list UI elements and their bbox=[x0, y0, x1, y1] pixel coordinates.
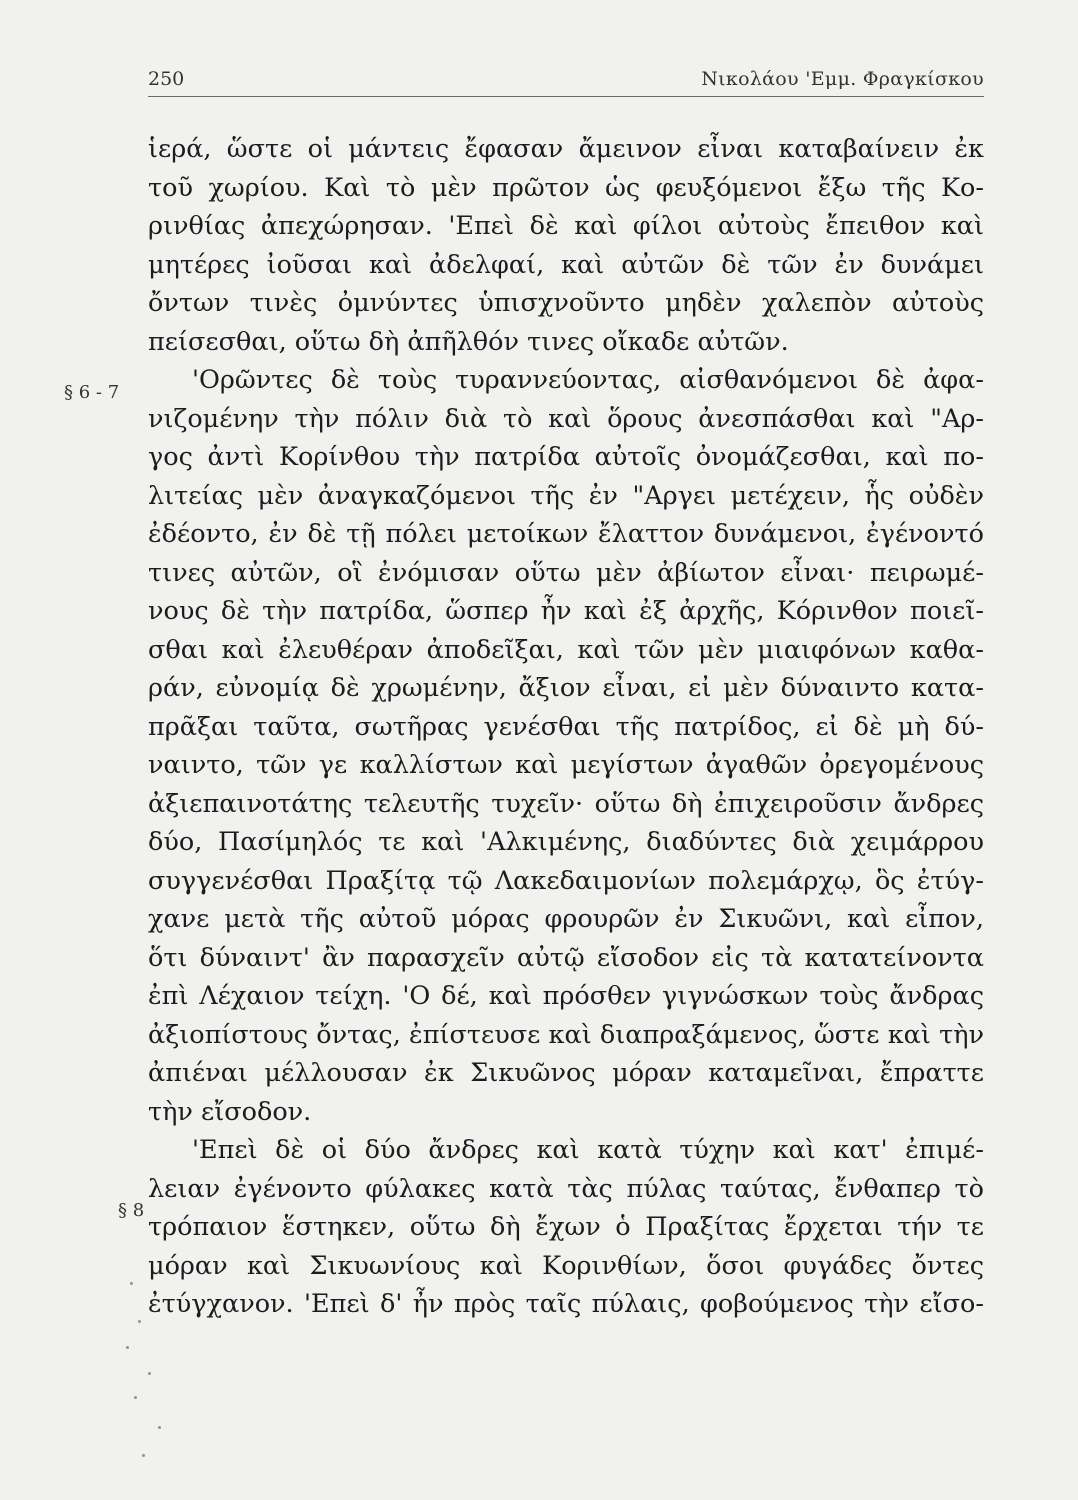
text-line: ὄντων τινὲς ὀμνύντες ὑπισχνοῦντο μηδὲν χαλεπὸν αὐτοὺς bbox=[148, 288, 984, 318]
text-line: πρᾶξαι ταῦτα, σωτῆρας γενέσθαι τῆς πατρίδος, εἰ δὲ μὴ δύ- bbox=[148, 711, 984, 742]
text-line: ἀξιοπίστους ὄντας, ἐπίστευσε καὶ διαπραξάμενος, ὥστε καὶ τὴν bbox=[148, 1019, 984, 1050]
text-line: ἐτύγχανον. 'Επεὶ δ' ἦν πρὸς ταῖς πύλαις, φοβούμενος τὴν εἴσο- bbox=[148, 1289, 984, 1319]
section-marker: § 6 - 7 bbox=[64, 382, 120, 403]
text-line: δύο, Πασίμηλός τε καὶ 'Αλκιμένης, διαδύντες διὰ χειμάρρου bbox=[148, 827, 984, 857]
page-number: 250 bbox=[148, 68, 185, 90]
text-line: μητέρες ἰοῦσαι καὶ ἀδελφαί, καὶ αὐτῶν δὲ τῶν ἐν δυνάμει bbox=[148, 249, 984, 280]
text-line: πείσεσθαι, οὕτω δὴ ἀπῆλθόν τινες οἴκαδε αὐτῶν. bbox=[148, 326, 789, 357]
text-line: μόραν καὶ Σικυωνίους καὶ Κορινθίων, ὅσοι φυγάδες ὄντες bbox=[148, 1250, 984, 1281]
text-line: ἀπιέναι μέλλουσαν ἐκ Σικυῶνος μόραν καταμεῖναι, ἔπραττε bbox=[148, 1058, 984, 1088]
body-text bbox=[148, 130, 984, 1324]
text-line: συγγενέσθαι Πραξίτᾳ τῷ Λακεδαιμονίων πολεμάρχῳ, ὃς ἐτύγ- bbox=[148, 865, 984, 896]
text-line: χανε μετὰ τῆς αὐτοῦ μόρας φρουρῶν ἐν Σικυῶνι, καὶ εἶπον, bbox=[148, 904, 984, 934]
text-line: 'Επεὶ δὲ οἱ δύο ἄνδρες καὶ κατὰ τύχην καὶ κατ' ἐπιμέ- bbox=[192, 1135, 984, 1165]
text-line: ρινθίας ἀπεχώρησαν. 'Επεὶ δὲ καὶ φίλοι αὐτοὺς ἔπειθον καὶ bbox=[148, 211, 984, 241]
text-line: ἱερά, ὥστε οἱ μάντεις ἔφασαν ἄμεινον εἶναι καταβαίνειν ἐκ bbox=[148, 134, 984, 164]
text-line: νους δὲ τὴν πατρίδα, ὥσπερ ἦν καὶ ἐξ ἀρχῆς, Κόρινθον ποιεῖ- bbox=[148, 596, 984, 626]
text-line: τοῦ χωρίου. Καὶ τὸ μὲν πρῶτον ὡς φευξόμενοι ἔξω τῆς Κο- bbox=[148, 172, 984, 203]
text-line: ἀξιεπαινοτάτης τελευτῆς τυχεῖν· οὕτω δὴ ἐπιχειροῦσιν ἄνδρες bbox=[148, 788, 984, 819]
text-line: ράν, εὐνομίᾳ δὲ χρωμένην, ἄξιον εἶναι, εἰ μὲν δύναιντο κατα- bbox=[148, 673, 984, 703]
text-line: ἐπὶ Λέχαιον τείχη. 'Ο δέ, καὶ πρόσθεν γιγνώσκων τοὺς ἄνδρας bbox=[148, 981, 984, 1011]
running-header bbox=[148, 66, 984, 97]
text-line: τινες αὐτῶν, οἳ ἐνόμισαν οὕτω μὲν ἀβίωτον εἶναι· πειρωμέ- bbox=[148, 557, 984, 588]
text-line: τὴν εἴσοδον. bbox=[148, 1096, 312, 1127]
text-line: λειαν ἐγένοντο φύλακες κατὰ τὰς πύλας ταύτας, ἔνθαπερ τὸ bbox=[148, 1173, 984, 1204]
text-line: νιζομένην τὴν πόλιν διὰ τὸ καὶ ὅρους ἀνεσπάσθαι καὶ "Αρ- bbox=[148, 403, 984, 434]
text-line: ναιντο, τῶν γε καλλίστων καὶ μεγίστων ἀγαθῶν ὀρεγομένους bbox=[148, 750, 984, 780]
running-head-title: Νικολάου 'Εμμ. Φραγκίσκου bbox=[701, 68, 984, 90]
text-line: ἐδέοντο, ἐν δὲ τῇ πόλει μετοίκων ἔλαττον δυνάμενοι, ἐγένοντό bbox=[148, 519, 984, 549]
text-line: ὅτι δύναιντ' ἂν παρασχεῖν αὐτῷ εἴσοδον εἰς τὰ κατατείνοντα bbox=[148, 942, 984, 973]
text-line: σθαι καὶ ἐλευθέραν ἀποδεῖξαι, καὶ τῶν μὲν μιαιφόνων καθα- bbox=[148, 634, 984, 665]
text-line: λιτείας μὲν ἀναγκαζόμενοι τῆς ἐν "Αργει μετέχειν, ἧς οὐδὲν bbox=[148, 480, 984, 511]
text-line: 'Ορῶντες δὲ τοὺς τυραννεύοντας, αἰσθανόμενοι δὲ ἀφα- bbox=[192, 365, 984, 395]
text-line: τρόπαιον ἕστηκεν, οὕτω δὴ ἔχων ὁ Πραξίτας ἔρχεται τήν τε bbox=[148, 1212, 984, 1242]
section-marker: § 8 bbox=[118, 1200, 145, 1221]
text-line: γος ἀντὶ Κορίνθου τὴν πατρίδα αὐτοῖς ὀνομάζεσθαι, καὶ πο- bbox=[148, 442, 984, 472]
scan-specks bbox=[118, 1276, 178, 1476]
